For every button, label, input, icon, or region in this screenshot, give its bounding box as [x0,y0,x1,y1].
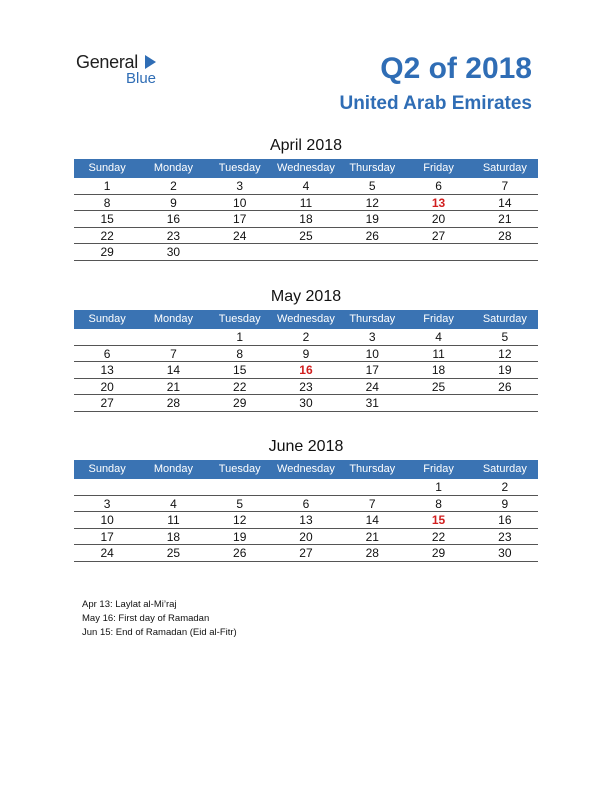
day-cell: 25 [166,546,181,560]
holiday-day-cell: 13 [431,195,446,210]
weekday-label: Wednesday [277,162,335,174]
day-cell [140,329,206,345]
day-cell [273,244,339,260]
day-cell [472,244,538,260]
day-cell: 29 [100,245,114,259]
day-cell: 5 [236,496,244,511]
week-row [74,228,538,245]
page-title: Q2 of 2018 [380,52,532,85]
month-calendar-june [74,438,538,562]
day-cell: 3 [103,496,111,511]
day-cell: 26 [365,228,379,243]
day-cell: 20 [431,212,446,226]
day-cell: 19 [365,212,379,226]
day-cell: 5 [368,179,376,193]
holiday-note: Jun 15: End of Ramadan (Eid al-Fitr) [82,627,237,638]
day-cell: 13 [299,513,313,527]
day-cell: 24 [365,379,379,394]
day-cell: 24 [233,228,247,243]
day-cell: 18 [431,363,446,377]
day-cell: 29 [431,546,446,560]
day-cell: 28 [498,228,512,243]
weekday-label: Friday [423,313,454,325]
weekday-header-row [74,159,538,178]
day-cell: 17 [365,363,379,377]
weekday-label: Friday [423,463,454,475]
day-cell: 11 [432,346,445,361]
holiday-day-cell: 16 [299,363,313,377]
day-cell: 14 [498,195,512,210]
day-cell: 25 [299,228,313,243]
day-cell: 26 [498,379,512,394]
day-cell: 10 [100,513,114,527]
weekday-label: Sunday [88,463,126,475]
day-cell: 16 [498,513,512,527]
day-cell: 17 [100,529,114,544]
day-cell: 1 [435,480,442,494]
day-cell: 20 [100,379,114,394]
day-cell [74,479,140,495]
day-cell: 27 [100,396,114,410]
day-cell: 23 [498,529,512,544]
day-cell: 18 [166,529,181,544]
weekday-label: Tuesday [218,162,261,174]
week-row [74,496,538,513]
day-cell: 11 [299,195,313,210]
day-cell: 9 [170,195,177,210]
weekday-label: Thursday [349,162,396,174]
day-cell [339,244,405,260]
day-cell [472,395,538,411]
weekday-label: Tuesday [218,463,261,475]
week-row [74,395,538,412]
weekday-label: Saturday [482,162,527,174]
day-cell [140,479,206,495]
month-calendar-may [74,288,538,412]
week-row [74,329,538,346]
day-cell [207,244,273,260]
month-calendar-april [74,137,538,261]
day-cell: 30 [299,396,313,410]
day-cell: 12 [233,513,247,527]
day-cell: 30 [166,245,181,259]
day-cell: 23 [166,228,181,243]
logo-flag-icon [145,55,156,69]
week-row [74,195,538,212]
week-row [74,545,538,562]
day-cell: 18 [299,212,313,226]
day-cell: 8 [236,346,244,361]
day-cell [74,329,140,345]
holiday-notes [82,598,237,640]
day-cell [207,479,273,495]
day-cell: 9 [302,346,310,361]
day-cell: 20 [299,529,313,544]
day-cell: 4 [435,330,442,344]
day-cell: 12 [365,195,379,210]
day-cell: 22 [100,228,114,243]
day-cell: 25 [431,379,446,394]
day-cell: 21 [365,529,379,544]
weekday-label: Wednesday [277,463,335,475]
day-cell: 28 [166,396,181,410]
day-cell: 3 [236,179,244,193]
weekday-header-row [74,310,538,329]
weekday-label: Thursday [349,313,396,325]
weekday-label: Monday [153,313,193,325]
day-cell: 2 [170,179,177,193]
weekday-label: Sunday [88,162,126,174]
day-cell: 14 [365,513,379,527]
week-row [74,244,538,261]
day-cell: 22 [431,529,446,544]
day-cell: 16 [166,212,181,226]
weekday-label: Monday [153,162,193,174]
day-cell: 1 [236,330,244,344]
weekday-label: Saturday [482,463,527,475]
month-title: May 2018 [270,288,342,305]
weekday-label: Saturday [482,313,527,325]
day-cell [405,395,471,411]
day-cell: 12 [498,346,512,361]
day-cell: 8 [103,195,111,210]
day-cell: 23 [299,379,313,394]
day-cell: 4 [170,496,177,511]
day-cell: 8 [435,496,442,511]
week-row [74,479,538,496]
week-row [74,512,538,529]
logo-general-text: General [76,52,138,72]
day-cell: 14 [166,363,181,377]
day-cell: 3 [368,330,376,344]
day-cell: 1 [103,179,111,193]
day-cell: 6 [435,179,442,193]
weekday-label: Monday [153,463,193,475]
brand-logo [76,52,176,88]
day-cell: 30 [498,546,512,560]
day-cell: 10 [365,346,379,361]
month-title: June 2018 [268,438,344,455]
day-cell: 27 [431,228,446,243]
day-cell: 13 [100,363,114,377]
day-cell: 22 [233,379,247,394]
day-cell: 7 [501,179,509,193]
weekday-label: Sunday [88,313,126,325]
weekday-label: Tuesday [218,313,261,325]
week-row [74,529,538,546]
day-cell [405,244,471,260]
day-cell: 9 [501,496,509,511]
week-row [74,362,538,379]
weekday-label: Friday [423,162,454,174]
holiday-day-cell: 15 [431,513,446,527]
day-cell: 19 [498,363,512,377]
week-row [74,346,538,363]
weekday-header-row [74,460,538,479]
day-cell: 4 [302,179,310,193]
weekday-label: Wednesday [277,313,335,325]
day-cell: 27 [299,546,313,560]
day-cell: 26 [233,546,247,560]
holiday-note: Apr 13: Laylat al-Mi’raj [82,599,177,610]
day-cell: 2 [501,480,509,494]
day-cell [339,479,405,495]
day-cell: 7 [170,346,177,361]
day-cell: 2 [302,330,310,344]
country-subtitle: United Arab Emirates [339,93,532,114]
weekday-label: Thursday [349,463,396,475]
day-cell [273,479,339,495]
day-cell: 21 [498,212,512,226]
day-cell: 7 [368,496,376,511]
day-cell: 21 [166,379,181,394]
day-cell: 10 [233,195,247,210]
month-title: April 2018 [269,137,343,154]
day-cell: 24 [100,546,114,560]
day-cell: 6 [103,346,111,361]
day-cell: 31 [365,396,379,410]
holiday-note: May 16: First day of Ramadan [82,613,210,624]
week-row [74,379,538,396]
day-cell: 6 [302,496,310,511]
day-cell: 19 [233,529,247,544]
day-cell: 28 [365,546,379,560]
day-cell: 15 [233,363,247,377]
day-cell: 5 [501,330,509,344]
week-row [74,211,538,228]
day-cell: 17 [233,212,247,226]
day-cell: 15 [100,212,114,226]
logo-blue-text: Blue [126,70,157,87]
week-row [74,178,538,195]
day-cell: 29 [233,396,247,410]
day-cell: 11 [167,513,180,527]
